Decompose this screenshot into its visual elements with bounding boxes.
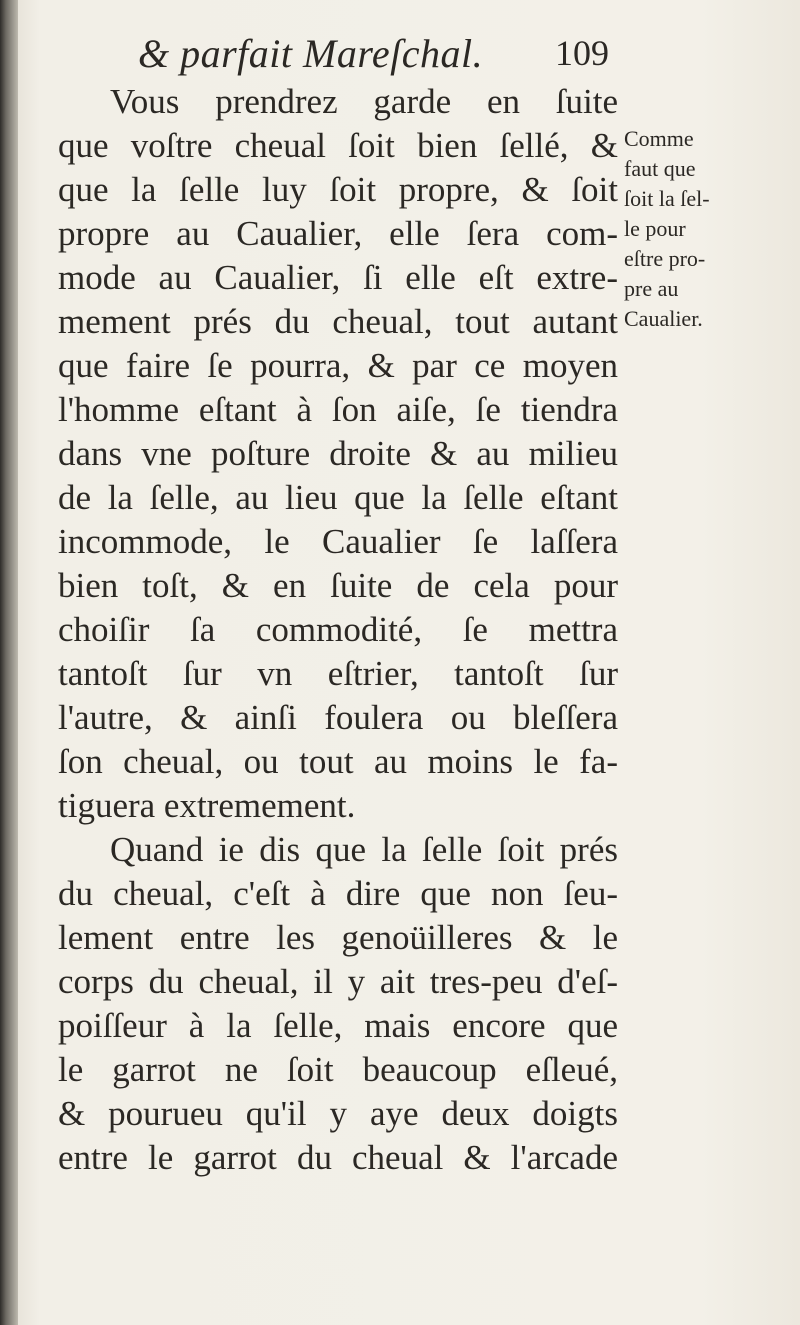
book-gutter [0, 0, 18, 1325]
text-line: incommode, le Caualier ſe laſſera [58, 522, 618, 561]
margin-note-line: eſtre pro- [624, 246, 706, 271]
text-line: l'homme eſtant à ſon aiſe, ſe tiendra [58, 390, 618, 429]
text-line: & pourueu qu'il y aye deux doigts [58, 1094, 618, 1133]
margin-note [624, 124, 744, 334]
text-line: Quand ie dis que la ſelle ſoit prés [110, 830, 618, 869]
text-line: mode au Caualier, ſi elle eſt extre- [58, 258, 618, 297]
text-line: le garrot ne ſoit beaucoup eſleué, [58, 1050, 618, 1089]
text-line: tiguera extremement. [58, 786, 356, 825]
text-line: propre au Caualier, elle ſera com- [58, 214, 618, 253]
text-line: poiſſeur à la ſelle, mais encore que [58, 1006, 618, 1045]
margin-note-line: pre au [624, 276, 679, 301]
margin-note-line: ſoit la ſel- [624, 186, 710, 211]
text-line: corps du cheual, il y ait tres-peu d'eſ- [58, 962, 618, 1001]
text-line: de la ſelle, au lieu que la ſelle eſtant [58, 478, 618, 517]
text-line: que faire ſe pourra, & par ce moyen [58, 346, 618, 385]
text-line: dans vne poſture droite & au milieu [58, 434, 618, 473]
text-line: entre le garrot du cheual & l'arcade [58, 1138, 618, 1177]
text-line: mement prés du cheual, tout autant [58, 302, 618, 341]
text-line: Vous prendrez garde en ſuite [110, 82, 618, 121]
text-line: que la ſelle luy ſoit propre, & ſoit [58, 170, 618, 209]
text-line: choiſir ſa commodité, ſe mettra [58, 610, 618, 649]
text-line: tantoſt ſur vn eſtrier, tantoſt ſur [58, 654, 618, 693]
text-line: l'autre, & ainſi foulera ou bleſſera [58, 698, 618, 737]
margin-note-line: Caualier. [624, 306, 703, 331]
running-title: & parfait Mareſchal. [138, 31, 484, 76]
margin-note-line: le pour [624, 216, 686, 241]
text-line: du cheual, c'eſt à dire que non ſeu- [58, 874, 618, 913]
margin-note-line: faut que [624, 156, 696, 181]
page-number: 109 [555, 33, 609, 73]
margin-note-line: Comme [624, 126, 694, 151]
main-text [58, 80, 618, 1180]
text-line: ſon cheual, ou tout au moins le fa- [58, 742, 618, 781]
text-line: lement entre les genoüilleres & le [58, 918, 618, 957]
text-line: bien toſt, & en ſuite de cela pour [58, 566, 618, 605]
text-line: que voſtre cheual ſoit bien ſellé, & [58, 126, 618, 165]
